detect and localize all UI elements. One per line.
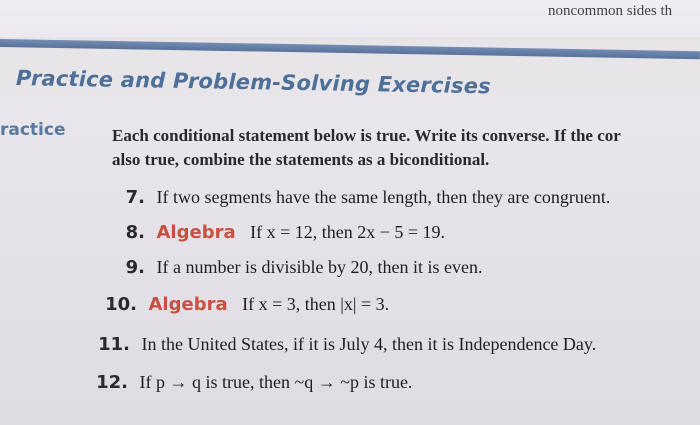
exercise-9 <box>121 257 482 278</box>
exercise-text: If two segments have the same length, then they are congruent. <box>156 187 611 207</box>
exercise-8 <box>121 222 445 243</box>
exercise-number: 10. <box>105 294 137 315</box>
exercise-12 <box>94 372 412 393</box>
instructions-line-2: also true, combine the statements as a biconditional. <box>112 150 490 169</box>
algebra-label: Algebra <box>156 222 236 243</box>
blue-rule <box>0 39 700 59</box>
side-label: ractice <box>0 120 66 140</box>
page-header-right: noncommon sides th <box>548 3 673 19</box>
exercise-number: 9. <box>125 257 145 278</box>
exercise-text: If p → q is true, then ~q → ~p is true. <box>139 372 413 392</box>
exercise-10 <box>103 294 389 315</box>
exercise-11 <box>96 334 596 355</box>
exercise-text: If a number is divisible by 20, then it is even. <box>156 257 483 277</box>
exercise-number: 12. <box>96 372 128 393</box>
exercise-number: 11. <box>98 334 130 355</box>
algebra-label: Algebra <box>148 294 228 315</box>
exercise-number: 8. <box>125 222 145 243</box>
exercise-text: In the United States, if it is July 4, then it is Independence Day. <box>141 334 597 354</box>
exercise-text: If x = 3, then |x| = 3. <box>242 294 390 314</box>
section-title: Practice and Problem-Solving Exercises <box>15 66 492 99</box>
exercise-number: 7. <box>125 187 145 208</box>
exercise-text: If x = 12, then 2x − 5 = 19. <box>250 222 446 242</box>
instructions-block <box>112 124 692 172</box>
exercise-7 <box>121 187 610 208</box>
instructions-line-1: Each conditional statement below is true. Write its converse. If the cor <box>112 126 621 145</box>
